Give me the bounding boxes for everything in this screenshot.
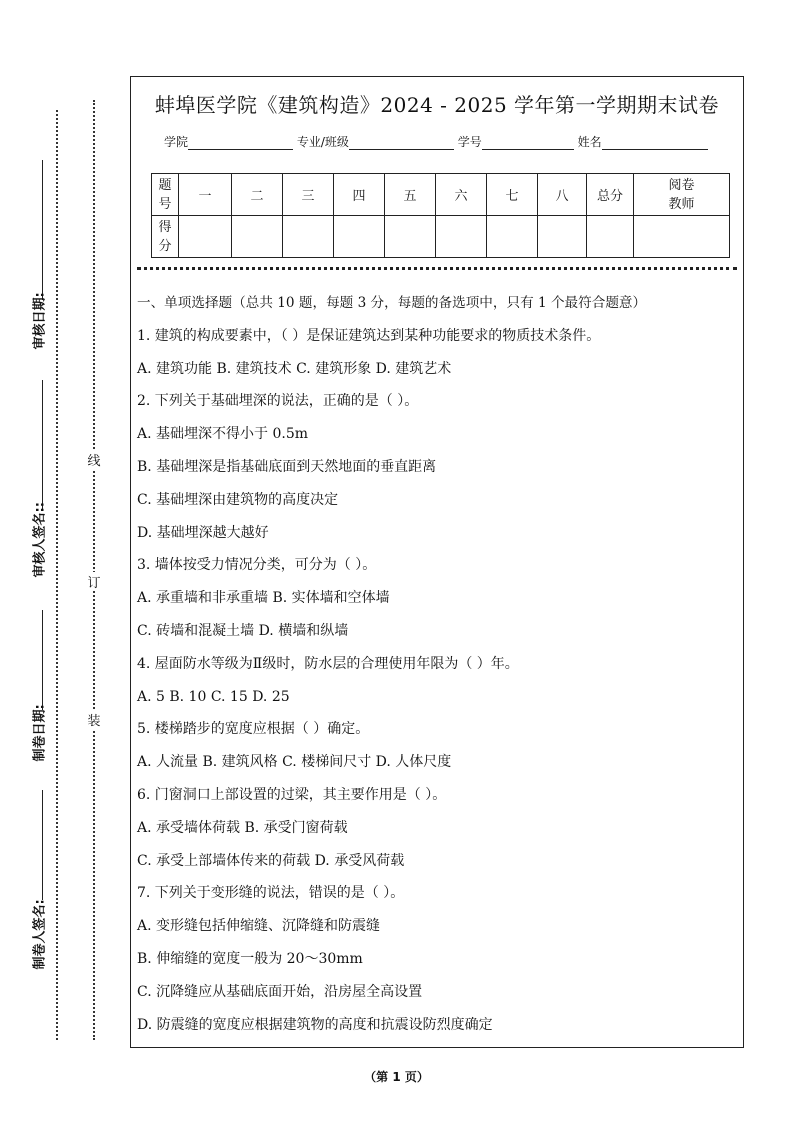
option-line: B. 伸缩缝的宽度一般为 20～30mm (137, 950, 363, 967)
student-id-label: 学号 (457, 135, 482, 149)
separator-dots (137, 267, 737, 270)
col-header-total: 总分 (587, 174, 634, 216)
prep-sign-line (42, 790, 43, 900)
question-list (137, 287, 739, 1041)
score-cell-1[interactable] (179, 216, 232, 258)
binding-char-line: 线 (86, 450, 102, 469)
col-header-5: 五 (385, 174, 436, 216)
score-cell-reviewer[interactable] (634, 216, 730, 258)
score-cell-2[interactable] (232, 216, 283, 258)
question-line: 7. 下列关于变形缝的说法，错误的是（ ）。 (137, 885, 405, 902)
header-cell-label (152, 174, 179, 216)
prep-date-label: 制卷日期: (32, 704, 48, 762)
prep-date-line (42, 610, 43, 710)
reviewer-label-top: 阅卷 (668, 177, 695, 193)
major-field[interactable] (349, 137, 454, 150)
option-line: C. 砖墙和混凝土墙 D. 横墙和纵墙 (137, 622, 349, 639)
score-cell-4[interactable] (334, 216, 385, 258)
major-label: 专业/班级 (296, 135, 349, 149)
page-number: （第 1 页） (364, 1070, 429, 1084)
review-date-label: 审核日期: (32, 292, 48, 350)
col-header-3: 三 (283, 174, 334, 216)
page-title: 蚌埠医学院《建筑构造》2024 - 2025 学年第一学期期末试卷 (154, 93, 720, 117)
score-cell-8[interactable] (538, 216, 587, 258)
student-info-row (164, 133, 708, 150)
college-label: 学院 (164, 135, 189, 149)
option-line: A. 承受墙体荷载 B. 承受门窗荷载 (137, 819, 348, 836)
reviewer-label-bottom: 教师 (668, 196, 695, 212)
binding-char-bind: 装 (86, 710, 102, 729)
reviewer-sign-line (42, 380, 43, 510)
col-header-2: 二 (232, 174, 283, 216)
name-field[interactable] (602, 137, 708, 150)
col-header-1: 一 (179, 174, 232, 216)
college-field[interactable] (188, 137, 293, 150)
score-label-top: 得 (158, 219, 172, 235)
score-cell-7[interactable] (487, 216, 538, 258)
header-label-bottom: 号 (158, 196, 172, 212)
review-date-line (42, 160, 43, 300)
option-line: D. 基础埋深越大越好 (137, 524, 269, 541)
score-cell-6[interactable] (436, 216, 487, 258)
col-header-6: 六 (436, 174, 487, 216)
binding-char-staple: 订 (86, 572, 102, 591)
question-line: 6. 门窗洞口上部设置的过梁，其主要作用是（ ）。 (137, 786, 447, 803)
score-table-score-row (152, 216, 730, 258)
col-header-7: 七 (487, 174, 538, 216)
col-header-reviewer (634, 174, 730, 216)
question-line: 1. 建筑的构成要素中，（ ）是保证建筑达到某种功能要求的物质技术条件。 (137, 327, 601, 344)
prep-sign-label: 制卷人签名: (32, 899, 48, 970)
question-line: 5. 楼梯踏步的宽度应根据（ ）确定。 (137, 721, 370, 738)
name-label: 姓名 (577, 135, 602, 149)
col-header-8: 八 (538, 174, 587, 216)
score-cell-label (152, 216, 179, 258)
binding-dotted-line-outer (56, 110, 58, 1040)
option-line: C. 沉降缝应从基础底面开始，沿房屋全高设置 (137, 983, 423, 1000)
option-line: A. 变形缝包括伸缩缝、沉降缝和防震缝 (137, 918, 381, 935)
question-line: 4. 屋面防水等级为Ⅱ级时，防水层的合理使用年限为（ ）年。 (137, 655, 519, 672)
score-cell-3[interactable] (283, 216, 334, 258)
question-line: 3. 墙体按受力情况分类，可分为（ ）。 (137, 557, 377, 574)
option-line: C. 基础埋深由建筑物的高度决定 (137, 491, 339, 508)
binding-dotted-line-inner (93, 100, 95, 1040)
section-title: 一、单项选择题（总共 10 题，每题 3 分，每题的备选项中，只有 1 个最符合题意） (137, 295, 647, 311)
option-line: A. 5 B. 10 C. 15 D. 25 (137, 688, 290, 705)
option-line: C. 承受上部墙体传来的荷载 D. 承受风荷载 (137, 852, 405, 869)
option-line: A. 基础埋深不得小于 0.5m (137, 426, 309, 443)
score-cell-total[interactable] (587, 216, 634, 258)
score-label-bottom: 分 (158, 238, 172, 254)
score-table (151, 173, 730, 258)
option-line: B. 基础埋深是指基础底面到天然地面的垂直距离 (137, 458, 437, 475)
option-line: A. 人流量 B. 建筑风格 C. 楼梯间尺寸 D. 人体尺度 (137, 754, 452, 771)
option-line: A. 承重墙和非承重墙 B. 实体墙和空体墙 (137, 590, 390, 607)
score-table-header-row (152, 174, 730, 216)
exam-frame (130, 76, 744, 1048)
col-header-4: 四 (334, 174, 385, 216)
option-line: A. 建筑功能 B. 建筑技术 C. 建筑形象 D. 建筑艺术 (137, 360, 452, 377)
student-id-field[interactable] (482, 137, 574, 150)
score-cell-5[interactable] (385, 216, 436, 258)
option-line: D. 防震缝的宽度应根据建筑物的高度和抗震设防烈度确定 (137, 1016, 493, 1033)
reviewer-sign-label: 审核人签名:: (32, 502, 48, 578)
header-label-top: 题 (158, 177, 172, 193)
question-line: 2. 下列关于基础埋深的说法，正确的是（ ）。 (137, 393, 419, 410)
